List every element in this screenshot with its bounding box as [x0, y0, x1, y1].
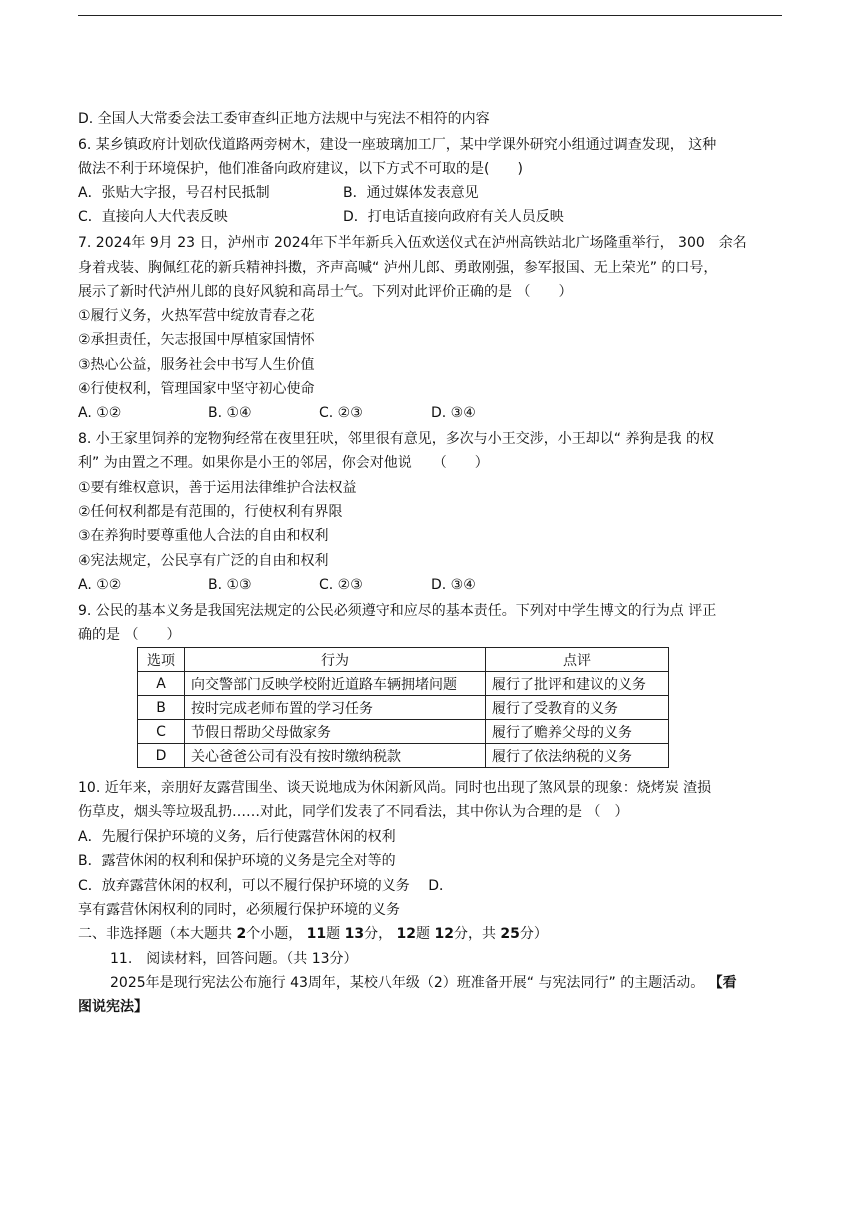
q7-option-d: D. ③④: [431, 405, 476, 421]
table-header-row: [138, 648, 669, 672]
q10-option-c: C．放弃露营休闲的权利，可以不履行保护环境的义务 D．: [78, 878, 454, 894]
q7-stem-line-3: 展示了新时代泸州儿郎的良好风貌和高昂士气。下列对此评价正确的是 （ ）: [78, 284, 573, 300]
q11-section-label-end: 图说宪法】: [78, 999, 148, 1015]
q10-option-d: 享有露营休闲权利的同时，必须履行保护环境的义务: [78, 902, 400, 918]
section-2-text: 分，: [364, 926, 397, 942]
table-row: [138, 696, 669, 720]
q7-item-4: ④行使权利，管理国家中坚守初心使命: [78, 381, 315, 397]
table-cell-option: B: [138, 696, 185, 720]
q7-item-1: ①履行义务，火热军营中绽放青春之花: [78, 308, 315, 324]
q10-stem-line-2: 伤草皮，烟头等垃圾乱扔……对此，同学们发表了不同看法，其中你认为合理的是 （ ）: [78, 804, 629, 820]
q11-heading: 11. 阅读材料，回答问题。（共 13分）: [110, 951, 358, 967]
q6-stem-line-1: 6. 某乡镇政府计划砍伐道路两旁树木，建设一座玻璃加工厂，某中学课外研究小组通过调查发现， 这种: [78, 137, 717, 153]
section-2-text: 分，共: [453, 926, 501, 942]
section-2-q11-score: 13: [344, 926, 365, 942]
q7-option-a: A. ①②: [78, 405, 122, 421]
q7-item-2: ②承担责任，矢志报国中厚植家国情怀: [78, 332, 315, 348]
table-cell-behavior: 节假日帮助父母做家务: [185, 720, 486, 744]
section-2-total-score: 25: [500, 926, 520, 942]
q8-option-d: D. ③④: [431, 577, 476, 593]
table-cell-comment: 履行了受教育的义务: [486, 696, 669, 720]
q9-stem-line-2: 确的是 （ ）: [78, 627, 181, 643]
q10-option-b: B．露营休闲的权利和保护环境的义务是完全对等的: [78, 853, 396, 869]
q11-section-label-start: 【看: [708, 975, 737, 991]
table-header-option: 选项: [138, 648, 185, 672]
section-2-text: 个小题，: [246, 926, 307, 942]
table-cell-option: D: [138, 744, 185, 768]
q6-option-b: B．通过媒体发表意见: [343, 185, 479, 201]
q10-option-a: A．先履行保护环境的义务，后行使露营休闲的权利: [78, 829, 396, 845]
q8-option-a: A. ①②: [78, 577, 122, 593]
q7-option-b: B. ①④: [208, 405, 252, 421]
q11-material-line-1: [110, 974, 737, 992]
table-cell-behavior: 向交警部门反映学校附近道路车辆拥堵问题: [185, 672, 486, 696]
section-2-heading: [78, 925, 548, 943]
table-cell-comment: 履行了批评和建议的义务: [486, 672, 669, 696]
q5-option-d: D. 全国人大常委会法工委审查纠正地方法规中与宪法不相符的内容: [78, 111, 490, 127]
q8-stem-line-2: 利” 为由置之不理。如果你是小王的邻居，你会对他说 （ ）: [78, 455, 489, 471]
table-cell-behavior: 关心爸爸公司有没有按时缴纳税款: [185, 744, 486, 768]
q6-option-c: C．直接向人大代表反映: [78, 209, 228, 225]
table-row: [138, 720, 669, 744]
q8-item-2: ②任何权利都是有范围的，行使权利有界限: [78, 504, 343, 520]
q11-material-text: 2025年是现行宪法公布施行 43周年，某校八年级（2）班准备开展“ 与宪法同行” 的主题活动。: [110, 975, 709, 991]
section-2-q12-score: 12: [434, 926, 454, 942]
section-2-text: 题: [416, 926, 435, 942]
q7-stem-line-2: 身着戎装、胸佩红花的新兵精神抖擞，齐声高喊“ 泸州儿郎、勇敢刚强，参军报国、无上荣光” 的口号，: [78, 260, 718, 276]
q8-option-c: C. ②③: [319, 577, 363, 593]
table-header-comment: 点评: [486, 648, 669, 672]
q7-option-c: C. ②③: [319, 405, 363, 421]
table-cell-comment: 履行了赡养父母的义务: [486, 720, 669, 744]
q7-item-3: ③热心公益，服务社会中书写人生价值: [78, 357, 315, 373]
section-2-text: 二、非选择题（本大题共: [78, 926, 237, 942]
table-cell-behavior: 按时完成老师布置的学习任务: [185, 696, 486, 720]
section-2-q12-number: 12: [396, 926, 417, 942]
table-cell-comment: 履行了依法纳税的义务: [486, 744, 669, 768]
table-header-behavior: 行为: [185, 648, 486, 672]
table-cell-option: C: [138, 720, 185, 744]
q11-material-line-2: [78, 998, 148, 1016]
q9-stem-line-1: 9. 公民的基本义务是我国宪法规定的公民必须遵守和应尽的基本责任。下列对中学生博文的行为点 评正: [78, 603, 717, 619]
q6-option-a: A．张贴大字报，号召村民抵制: [78, 185, 270, 201]
q9-options-table: [137, 647, 669, 768]
table-row: [138, 672, 669, 696]
section-2-text: 题: [326, 926, 345, 942]
section-2-count: 2: [236, 926, 247, 942]
header-rule: [78, 15, 782, 16]
q8-item-3: ③在养狗时要尊重他人合法的自由和权利: [78, 528, 329, 544]
q8-item-4: ④宪法规定，公民享有广泛的自由和权利: [78, 553, 329, 569]
table-cell-option: A: [138, 672, 185, 696]
q7-stem-line-1: 7. 2024年 9月 23 日，泸州市 2024年下半年新兵入伍欢送仪式在泸州高铁站北广场隆重举行， 300 余名: [78, 235, 747, 251]
q8-stem-line-1: 8. 小王家里饲养的宠物狗经常在夜里狂吠，邻里很有意见，多次与小王交涉，小王却以“ 养狗是我 的权: [78, 431, 714, 447]
q8-option-b: B. ①③: [208, 577, 252, 593]
table-row: [138, 744, 669, 768]
q6-stem-line-2: 做法不利于环境保护，他们准备向政府建议，以下方式不可取的是( ): [78, 161, 523, 177]
section-2-q11-number: 11: [306, 926, 327, 942]
q10-stem-line-1: 10. 近年来，亲朋好友露营围坐、谈天说地成为休闲新风尚。同时也出现了煞风景的现象：烧烤炭 渣损: [78, 780, 712, 796]
q6-option-d: D．打电话直接向政府有关人员反映: [343, 209, 564, 225]
section-2-text: 分）: [519, 926, 548, 942]
q8-item-1: ①要有维权意识，善于运用法律维护合法权益: [78, 480, 357, 496]
